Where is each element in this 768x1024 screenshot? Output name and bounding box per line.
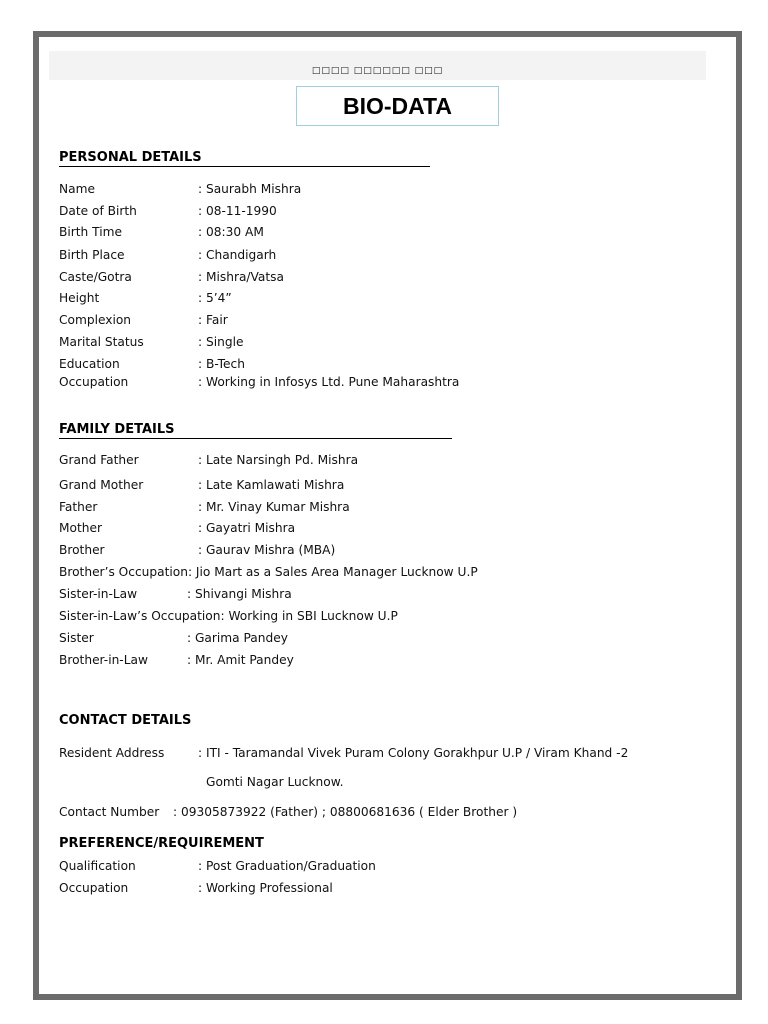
family-row xyxy=(59,652,294,668)
field-value: : Working Professional xyxy=(198,881,333,895)
field-value: : Post Graduation/Graduation xyxy=(198,859,376,873)
field-value: : Working in Infosys Ltd. Pune Maharashtra xyxy=(198,375,460,389)
personal-row xyxy=(59,312,228,328)
field-label: Grand Father xyxy=(59,453,139,467)
field-label: Mother xyxy=(59,521,102,535)
contact-row xyxy=(59,745,629,761)
family-row xyxy=(59,520,296,536)
field-value: : 08:30 AM xyxy=(198,225,264,239)
field-label: Qualification xyxy=(59,859,136,873)
preference-row xyxy=(59,858,376,874)
field-label: Occupation xyxy=(59,375,129,389)
field-value: : B-Tech xyxy=(198,357,245,371)
family-row xyxy=(59,586,292,602)
field-value: : Late Narsingh Pd. Mishra xyxy=(198,453,359,467)
field-value: : Mr. Vinay Kumar Mishra xyxy=(198,500,350,514)
family-details-heading: FAMILY DETAILS xyxy=(59,422,452,439)
preference-row xyxy=(59,880,333,896)
family-row xyxy=(59,542,336,558)
document-title: BIO-DATA xyxy=(296,86,499,126)
field-value: : 09305873922 (Father) ; 08800681636 ( Elder Brother ) xyxy=(173,805,518,819)
field-label: Name xyxy=(59,182,95,196)
field-label: Grand Mother xyxy=(59,478,144,492)
personal-row xyxy=(59,269,284,285)
contact-row xyxy=(59,804,518,820)
contact-details-heading: CONTACT DETAILS xyxy=(59,713,192,728)
field-label: Sister-in-Law xyxy=(59,587,138,601)
address-continuation: Gomti Nagar Lucknow. xyxy=(206,775,344,789)
field-value: : 08-11-1990 xyxy=(198,204,277,218)
field-value: : Gaurav Mishra (MBA) xyxy=(198,543,336,557)
field-value: : Shivangi Mishra xyxy=(187,587,292,601)
field-label: Caste/Gotra xyxy=(59,270,132,284)
family-row xyxy=(59,630,288,646)
field-label: Father xyxy=(59,500,98,514)
field-value: : Mishra/Vatsa xyxy=(198,270,284,284)
preference-heading: PREFERENCE/REQUIREMENT xyxy=(59,836,264,851)
field-value: : ITI - Taramandal Vivek Puram Colony Gorakhpur U.P / Viram Khand -2 xyxy=(198,746,629,760)
field-label: Resident Address xyxy=(59,746,165,760)
page-border xyxy=(33,31,742,1000)
document-header xyxy=(49,51,706,80)
personal-row xyxy=(59,247,277,263)
personal-row xyxy=(59,374,460,390)
field-value: : Mr. Amit Pandey xyxy=(187,653,294,667)
family-row xyxy=(59,499,350,515)
personal-row xyxy=(59,290,232,306)
field-value: : Saurabh Mishra xyxy=(198,182,302,196)
personal-details-heading: PERSONAL DETAILS xyxy=(59,150,430,167)
field-label: Complexion xyxy=(59,313,132,327)
field-label: Contact Number xyxy=(59,805,160,819)
brother-occupation: Brother’s Occupation: Jio Mart as a Sales Area Manager Lucknow U.P xyxy=(59,565,478,579)
personal-row xyxy=(59,224,264,240)
field-label: Birth Place xyxy=(59,248,125,262)
family-row xyxy=(59,452,359,468)
field-label: Brother-in-Law xyxy=(59,653,148,667)
sister-in-law-occupation: Sister-in-Law’s Occupation: Working in SBI Lucknow U.P xyxy=(59,609,398,623)
personal-row xyxy=(59,356,245,372)
field-value: : Gayatri Mishra xyxy=(198,521,296,535)
field-value: : 5’4” xyxy=(198,291,232,305)
field-label: Date of Birth xyxy=(59,204,137,218)
field-value: : Fair xyxy=(198,313,228,327)
personal-row xyxy=(59,203,277,219)
field-value: : Chandigarh xyxy=(198,248,277,262)
personal-row xyxy=(59,334,244,350)
field-label: Height xyxy=(59,291,100,305)
field-label: Marital Status xyxy=(59,335,144,349)
field-label: Sister xyxy=(59,631,94,645)
family-row xyxy=(59,477,345,493)
field-value: : Single xyxy=(198,335,244,349)
field-value: : Late Kamlawati Mishra xyxy=(198,478,345,492)
field-label: Occupation xyxy=(59,881,129,895)
field-value: : Garima Pandey xyxy=(187,631,288,645)
field-label: Education xyxy=(59,357,120,371)
field-label: Birth Time xyxy=(59,225,122,239)
header-text: □□□□ □□□□□□ □□□ xyxy=(311,66,444,76)
personal-row xyxy=(59,181,302,197)
field-label: Brother xyxy=(59,543,105,557)
